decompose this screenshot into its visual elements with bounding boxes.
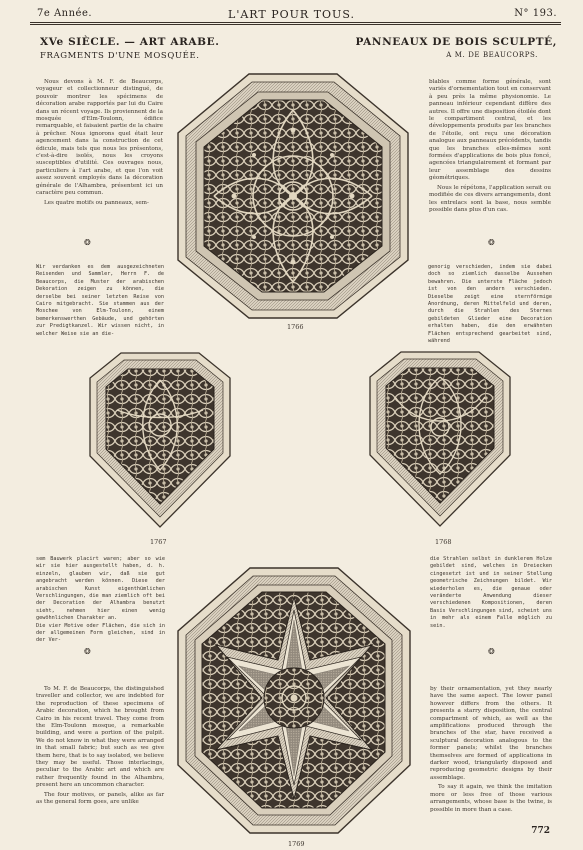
journal-year: 7e Année. (37, 8, 93, 19)
ornament-divider: ❂ (488, 238, 495, 247)
paragraph: The four motives, or panels, alike as far as the general form goes, are unlike (36, 791, 164, 806)
figure-number: 1767 (150, 538, 167, 546)
paragraph: Die vier Motive oder Flächen, die sich in der allgemeinen Form gleichen, sind in der Ver- (36, 622, 165, 644)
german-text-left: Wir verdanken es dem ausgezeichneten Reisenden und Sammler, Herrn F. de Beaucorps, die Muster der arabischen Dekoration zeigen zu können, die derselbe bei seiner letzten Reise von Cairo mitgebracht. Sie stammen aus der Moschee von Elm-Toulonn, einem bemerkenswerthen Gebäude, und gehörten zur Predigtkanzel. Wir wissen nicht, in welcher Weise sie an die- (36, 264, 164, 337)
german-text-right: genorig verschieden, indem sie dabei doch so ziemlich dasselbe Aussehen bewahren. Die unterste Fläche jedoch ist von den andern verschieden. Dieselbe zeigt eine sternförmige Anordnung, deren Mittelfeld und deren, durch die Strahlen des Sternes gebildeten Glieder eine Decoration erhalten haben, die den erwähnten Flächen entsprechend gearbeitet sind, während (428, 264, 552, 345)
figure-number: 1769 (288, 840, 305, 848)
paragraph: sem Bauwerk placirt waren; aber so wie wir sie hier ausgestellt haben, d. h. einzeln, glauben wir, daß sie gut angebracht werden können. Diese der arabischen Kunst eigenthümlichen Verschlingungen, die man ziemlich oft bei der Decoration der Alhambra benutzt sieht, nehmen hier einen wenig gewöhnlichen Charakter an. (36, 556, 165, 622)
figure-shield-panel-right (367, 349, 513, 529)
english-text-right (430, 686, 552, 816)
header-rule (30, 22, 561, 23)
figure-number: 1766 (287, 323, 304, 331)
french-text-right (429, 79, 551, 216)
page-number: 772 (531, 826, 550, 836)
issue-number: N° 193. (514, 8, 557, 19)
section-title-left: XVe SIÈCLE. — ART ARABE. (40, 36, 220, 48)
section-subtitle-right: A M. DE BEAUCORPS. (446, 51, 538, 59)
ornament-divider: ❂ (84, 647, 91, 656)
paragraph: To say it again, we think the imitation more or less free of those various arrangements, whose base is the twine, is possible in more than a case. (430, 784, 552, 813)
section-title-right: PANNEAUX DE BOIS SCULPTÉ, (355, 36, 557, 48)
german-text-left-lower (36, 556, 165, 645)
figure-number: 1768 (435, 538, 452, 546)
figure-octagon-panel (174, 70, 412, 322)
german-text-right-lower: die Strahlen selbst in dunklerem Holze gebildet sind, welches in Dreiecken cingesetzt ist und in seiner Stellung geometrische Zeichnungen bildet. Wir wiederholen es, die genaue oder veränderte Anwendung dieser verschiedenen Kompositionen, deren Basis Verschlingungen sind, scheint uns in mehr als einem Falle möglich zu sein. (430, 556, 552, 629)
ornament-divider: ❂ (488, 647, 495, 656)
english-text-left (36, 686, 164, 809)
figure-shield-panel-left (87, 350, 233, 530)
paragraph: Nous devons à M. F. de Beaucorps, voyageur et collectionneur distingué, de pouvoir montrer les spécimens de décoration arabe rapportés par lui du Caire dans un récent voyage. Ils proviennent de la mosquée d'Elm-Toulonn, édifice remarquable, et faisaient partie de la chaire à prêcher. Nous ignorons quel était leur agencement dans la construction de cet édicule, mais tels que nous les présentons, c'est-à-dire isolés, nous les croyons susceptibles d'utilité. Ces ouvrages nous, particuliers à l'art arabe, et que l'on voit assez souvent employés dans la décoration générale de l'Alhambra, présentent ici un caractère peu commun. (36, 79, 163, 197)
paragraph: blables comme forme générale, sont variés d'ornementation tout en conservant à peu près la même physionomie. Le panneau inférieur cependant diffère des autres. Il offre une disposition étoilée dont le compartiment central, et les développements produits par les branches de l'étoile, ont reçu une décoration analogue aux panneaux précédents, tandis que les branches elles-mêmes sont formées d'applications de bois plus foncé, agencées triangulairement et formant par leur assemblage des dessins géométriques. (429, 79, 551, 182)
section-subtitle-left: FRAGMENTS D'UNE MOSQUÉE. (40, 51, 200, 61)
paragraph: To M. F. de Beaucorps, the distinguished traveller and collector, we are indebted for the reproduction of these specimens of Arabic decoration, which he brought from Cairo in his recent travel. They come from the Elm-Toulonn mosque, a remarkable building, and were a portion of the pulpit. We do not know in what they were arranged in that small fabric; but such as we give them here, that is to say isolated, we believe they may be useful. Those interlacings, peculiar to the Arabic art and which are rather frequently found in the Alhambra, present here an uncommon character. (36, 686, 164, 789)
paragraph: by their ornamentation, yet they nearly have the same aspect. The lower panel however differs from the others. It presents a starry disposition, the central compartment of which, as well as the amplifications produced through the branches of the star, have received a sculptural decoration analogous to the former panels; whilst the branches themselves are formed of applications in darker wood, triangularly disposed and reproducing geometric designs by their assemblage. (430, 686, 552, 781)
header-rule-2 (30, 24, 561, 25)
journal-title: L'ART POUR TOUS. (228, 8, 355, 21)
paragraph: Nous le répétons, l'application serait ou modifiée de ces divers arrangements, dont les entrelacs sont la base, nous semble possible dans plus d'un cas. (429, 184, 551, 213)
figure-star-panel (175, 565, 413, 837)
ornament-divider: ❂ (84, 238, 91, 247)
paragraph: Les quatre motifs ou panneaux, sem- (44, 199, 149, 206)
french-text-left (36, 79, 163, 209)
